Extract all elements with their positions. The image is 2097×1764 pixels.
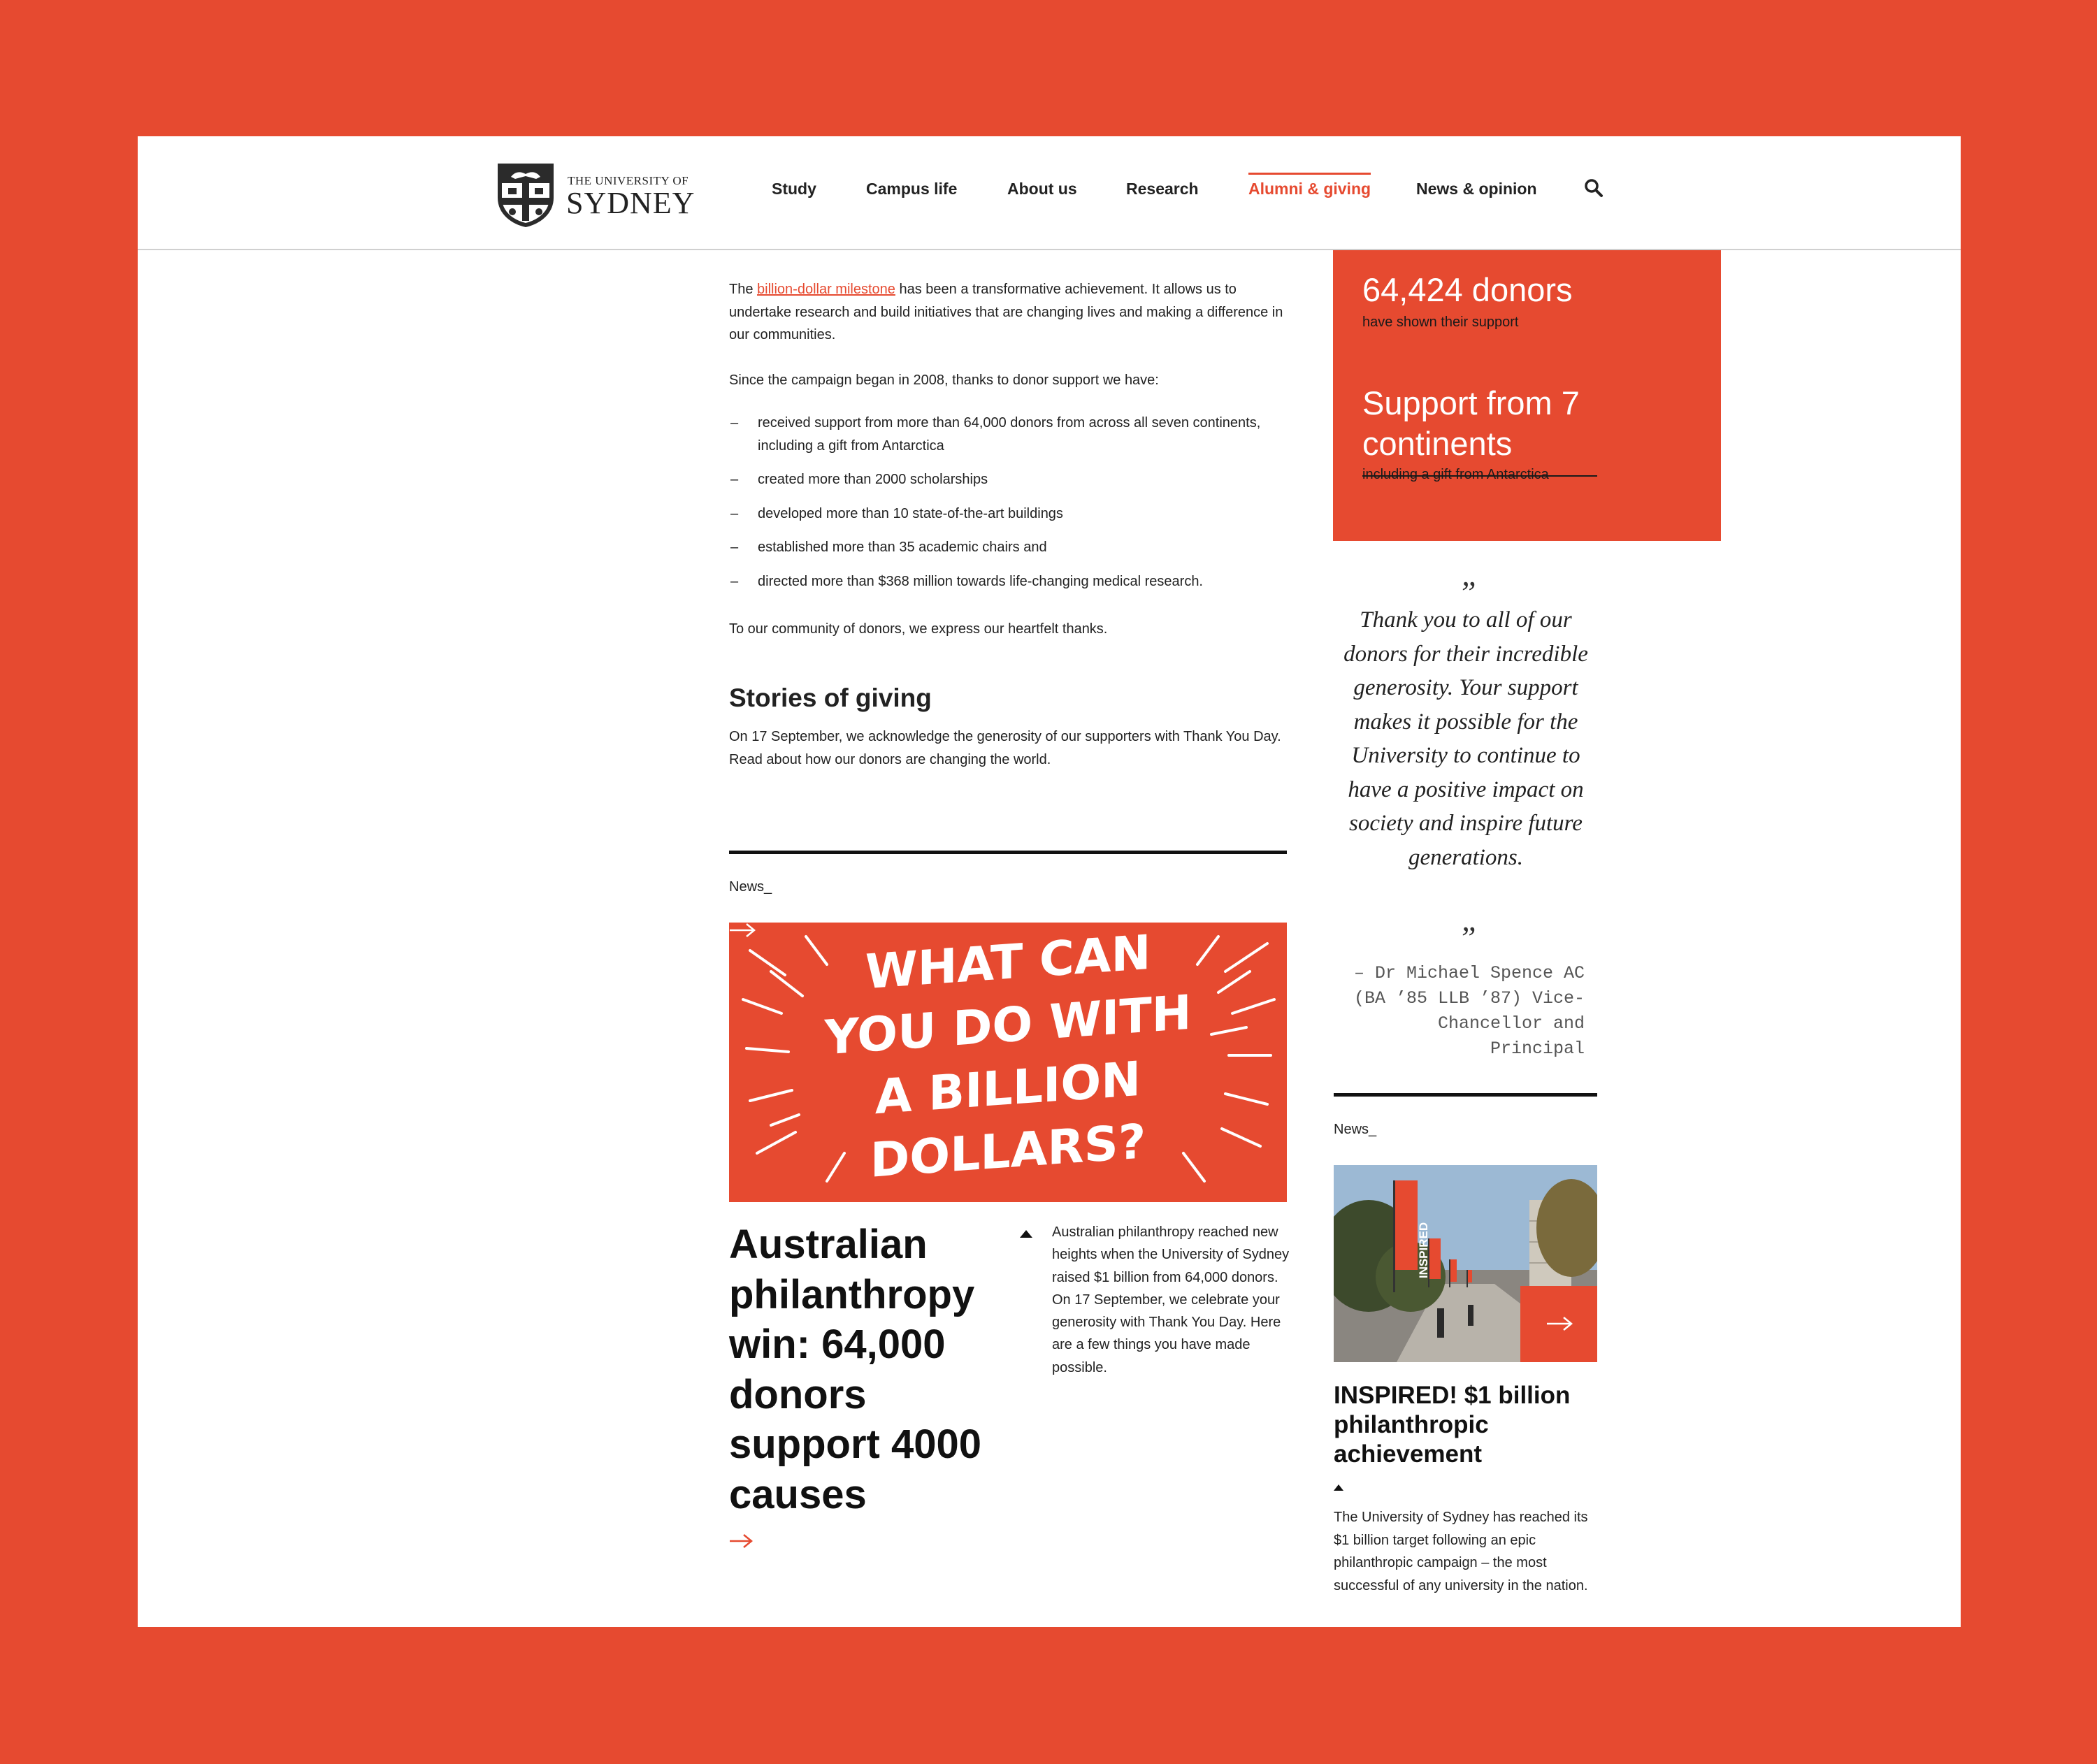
arrow-right-icon[interactable] — [729, 1533, 753, 1549]
list-item: – developed more than 10 state-of-the-art buildings — [730, 505, 1063, 521]
hero-line: DOLLARS? — [870, 1114, 1146, 1189]
list-item: – created more than 2000 scholarships — [730, 472, 988, 487]
side-news-title[interactable]: INSPIRED! $1 billion philanthropic achievement — [1334, 1382, 1571, 1468]
hero-lettering — [729, 923, 1287, 1202]
hero-line: WHAT CAN — [865, 925, 1151, 1001]
stats-panel — [1333, 250, 1721, 541]
arrow-right-icon[interactable] — [729, 923, 756, 938]
nav-study[interactable]: Study — [772, 180, 816, 198]
since-paragraph: Since the campaign began in 2008, thanks to donor support we have: — [729, 373, 1159, 388]
divider — [1334, 1093, 1597, 1097]
arrow-right-icon — [1520, 1286, 1597, 1362]
quote-attribution: – Dr Michael Spence AC (BA ’85 LLB ’87) Vice-Chancellor and Principal — [1353, 963, 1585, 1059]
logo-line-small: THE UNIVERSITY OF — [568, 174, 689, 187]
list-item: – established more than 35 academic chairs and — [730, 540, 1047, 555]
news-label: News_ — [1334, 1122, 1377, 1137]
triangle-up-icon — [1334, 1484, 1343, 1491]
list-item: – received support from more than 64,000 donors from across all seven continents, including a gift from Antarctica — [730, 415, 1261, 454]
hero-line: A BILLION — [874, 1051, 1141, 1126]
divider — [729, 851, 1287, 854]
list-item-text: directed more than $368 million towards life-changing medical research. — [758, 573, 1203, 589]
nav-news-opinion[interactable]: News & opinion — [1416, 180, 1537, 198]
stat-continents-caption: including a gift from Antarctica — [1362, 467, 1549, 482]
triangle-up-icon — [1020, 1230, 1032, 1238]
quote-mark-icon: ” — [1458, 574, 1476, 610]
nav-research[interactable]: Research — [1126, 180, 1199, 198]
crest-icon — [496, 161, 556, 229]
list-item-text: received support from more than 64,000 donors from across all seven continents, including a gift from Antarctica — [758, 415, 1261, 454]
thanks-paragraph: To our community of donors, we express our heartfelt thanks. — [729, 621, 1108, 637]
news-summary: Australian philanthropy reached new heights when the University of Sydney raised $1 billion from 64,000 donors. On 17 September, we celebrate your generosity with Thank You Day. Here are a few things you have made possible. — [1052, 1224, 1290, 1375]
stat-continents: Support from 7 continents — [1362, 384, 1580, 462]
nav-about-us[interactable]: About us — [1007, 180, 1077, 198]
achievement-list — [729, 412, 1302, 604]
banner-text: INSPIRED — [1417, 1222, 1430, 1279]
vc-quote: Thank you to all of our donors for their incredible generosity. Your support makes it possible for the University to continue to have a positive impact on society and inspire future generations. — [1343, 607, 1588, 870]
news-hero-image[interactable] — [729, 923, 1287, 1202]
logo-line-big: SYDNEY — [566, 186, 696, 220]
list-item-text: created more than 2000 scholarships — [758, 472, 988, 487]
intro-paragraph — [729, 278, 1295, 347]
stat-donors-caption: have shown their support — [1362, 315, 1519, 330]
list-item-text: developed more than 10 state-of-the-art buildings — [758, 505, 1063, 521]
nav-campus-life[interactable]: Campus life — [866, 180, 958, 198]
nav-alumni-giving[interactable]: Alumni & giving — [1248, 180, 1371, 198]
side-news-summary: The University of Sydney has reached its $1 billion target following an epic philanthropic campaign – the most successful of any university in the nation. — [1334, 1510, 1588, 1593]
search-icon[interactable] — [1584, 178, 1604, 198]
billion-dollar-milestone-link[interactable]: billion-dollar milestone — [757, 282, 895, 297]
stories-paragraph: On 17 September, we acknowledge the generosity of our supporters with Thank You Day. Read about how our donors are changing the world. — [729, 729, 1281, 767]
stat-donors: 64,424 donors — [1362, 271, 1573, 308]
side-news-photo[interactable] — [1334, 1165, 1597, 1362]
browser-page — [138, 136, 1961, 1627]
intro-text-start: The — [729, 282, 758, 297]
news-headline[interactable]: Australian philanthropy win: 64,000 donors support 4000 causes — [729, 1222, 981, 1517]
list-item: – directed more than $368 million towards life-changing medical research. — [730, 573, 1203, 589]
stories-heading: Stories of giving — [729, 684, 932, 712]
university-logo[interactable] — [496, 161, 696, 229]
list-item-text: established more than 35 academic chairs and — [758, 540, 1047, 555]
quote-mark-icon: ” — [1458, 920, 1476, 955]
intro-text-end: has been a transformative achievement. It allows us to undertake research and build initiatives that are changing lives and making a difference in our communities. — [729, 282, 1283, 342]
hero-line: YOU DO WITH — [824, 985, 1192, 1067]
photo-arrow-button[interactable] — [1520, 1286, 1597, 1362]
news-label: News_ — [729, 879, 772, 895]
site-header — [138, 136, 1961, 250]
